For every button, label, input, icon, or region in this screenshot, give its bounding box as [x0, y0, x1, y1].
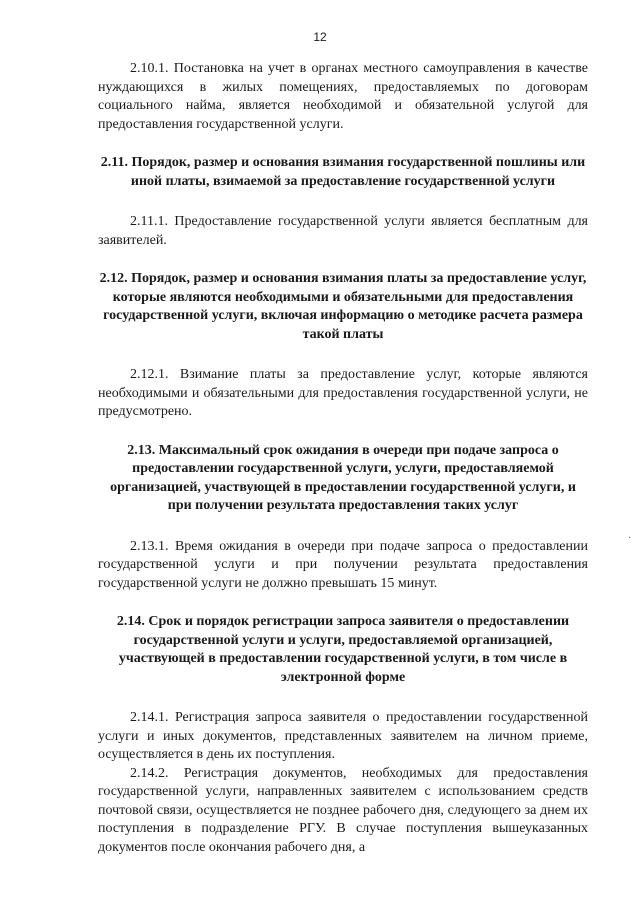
heading-2-14: 2.14. Срок и порядок регистрации запроса заявителя о предоставлении государственной услуги и услуги, предоставляемой организацией, участвующей в предоставлении государственной услуги, в том числе в электронной форме [116, 614, 570, 685]
heading-2-13: 2.13. Максимальный срок ожидания в очереди при подаче запроса о предоставлении государственной услуги, услуги, предоставляемой организацией, участвующей в предоставлении государственной услуги, и при получении результата предоставления таких услуг [110, 442, 576, 513]
document-body [98, 60, 588, 857]
paragraph-2-10-1: 2.10.1. Постановка на учет в органах местного самоуправления в качестве нуждающихся в жилых помещениях, предоставляемых по договорам социального найма, является необходимой и обязательной услугой для предоставления государственной услуги. [98, 61, 588, 132]
paragraph-2-14-1: 2.14.1. Регистрация запроса заявителя о предоставлении государственной услуги и иных документов, представленных заявителем на личном приеме, осуществляется в день их поступления. [98, 710, 588, 762]
heading-2-11: 2.11. Порядок, размер и основания взимания государственной пошлины или иной платы, взимаемой за предоставление государственной услуги [100, 155, 586, 189]
paragraph-2-14-2: 2.14.2. Регистрация документов, необходимых для предоставления государственной услуги, направленных заявителем с использованием средств почтовой связи, осуществляется не позднее рабочего дня, следующего за днем их поступления в подразделение РГУ. В случае поступления вышеуказанных документов после окончания рабочего дня, а [98, 765, 588, 855]
paragraph-2-11-1: 2.11.1. Предоставление государственной услуги является бесплатным для заявителей. [98, 214, 588, 248]
scan-artifact-mark: · [628, 533, 632, 544]
paragraph-2-13-1: 2.13.1. Время ожидания в очереди при подаче запроса о предоставлении государственной услуги и при получении результата предоставления государственной услуги не должно превышать 15 минут. [98, 538, 588, 591]
page-number: 12 [313, 30, 327, 44]
paragraph-2-12-1: 2.12.1. Взимание платы за предоставление услуг, которые являются необходимыми и обязательными для предоставления государственной услуги, не предусмотрено. [98, 367, 588, 419]
heading-2-12: 2.12. Порядок, размер и основания взимания платы за предоставление услуг, которые являются необходимыми и обязательными для предоставления государственной услуги, включая информацию о методике расчета размера такой платы [99, 271, 587, 342]
